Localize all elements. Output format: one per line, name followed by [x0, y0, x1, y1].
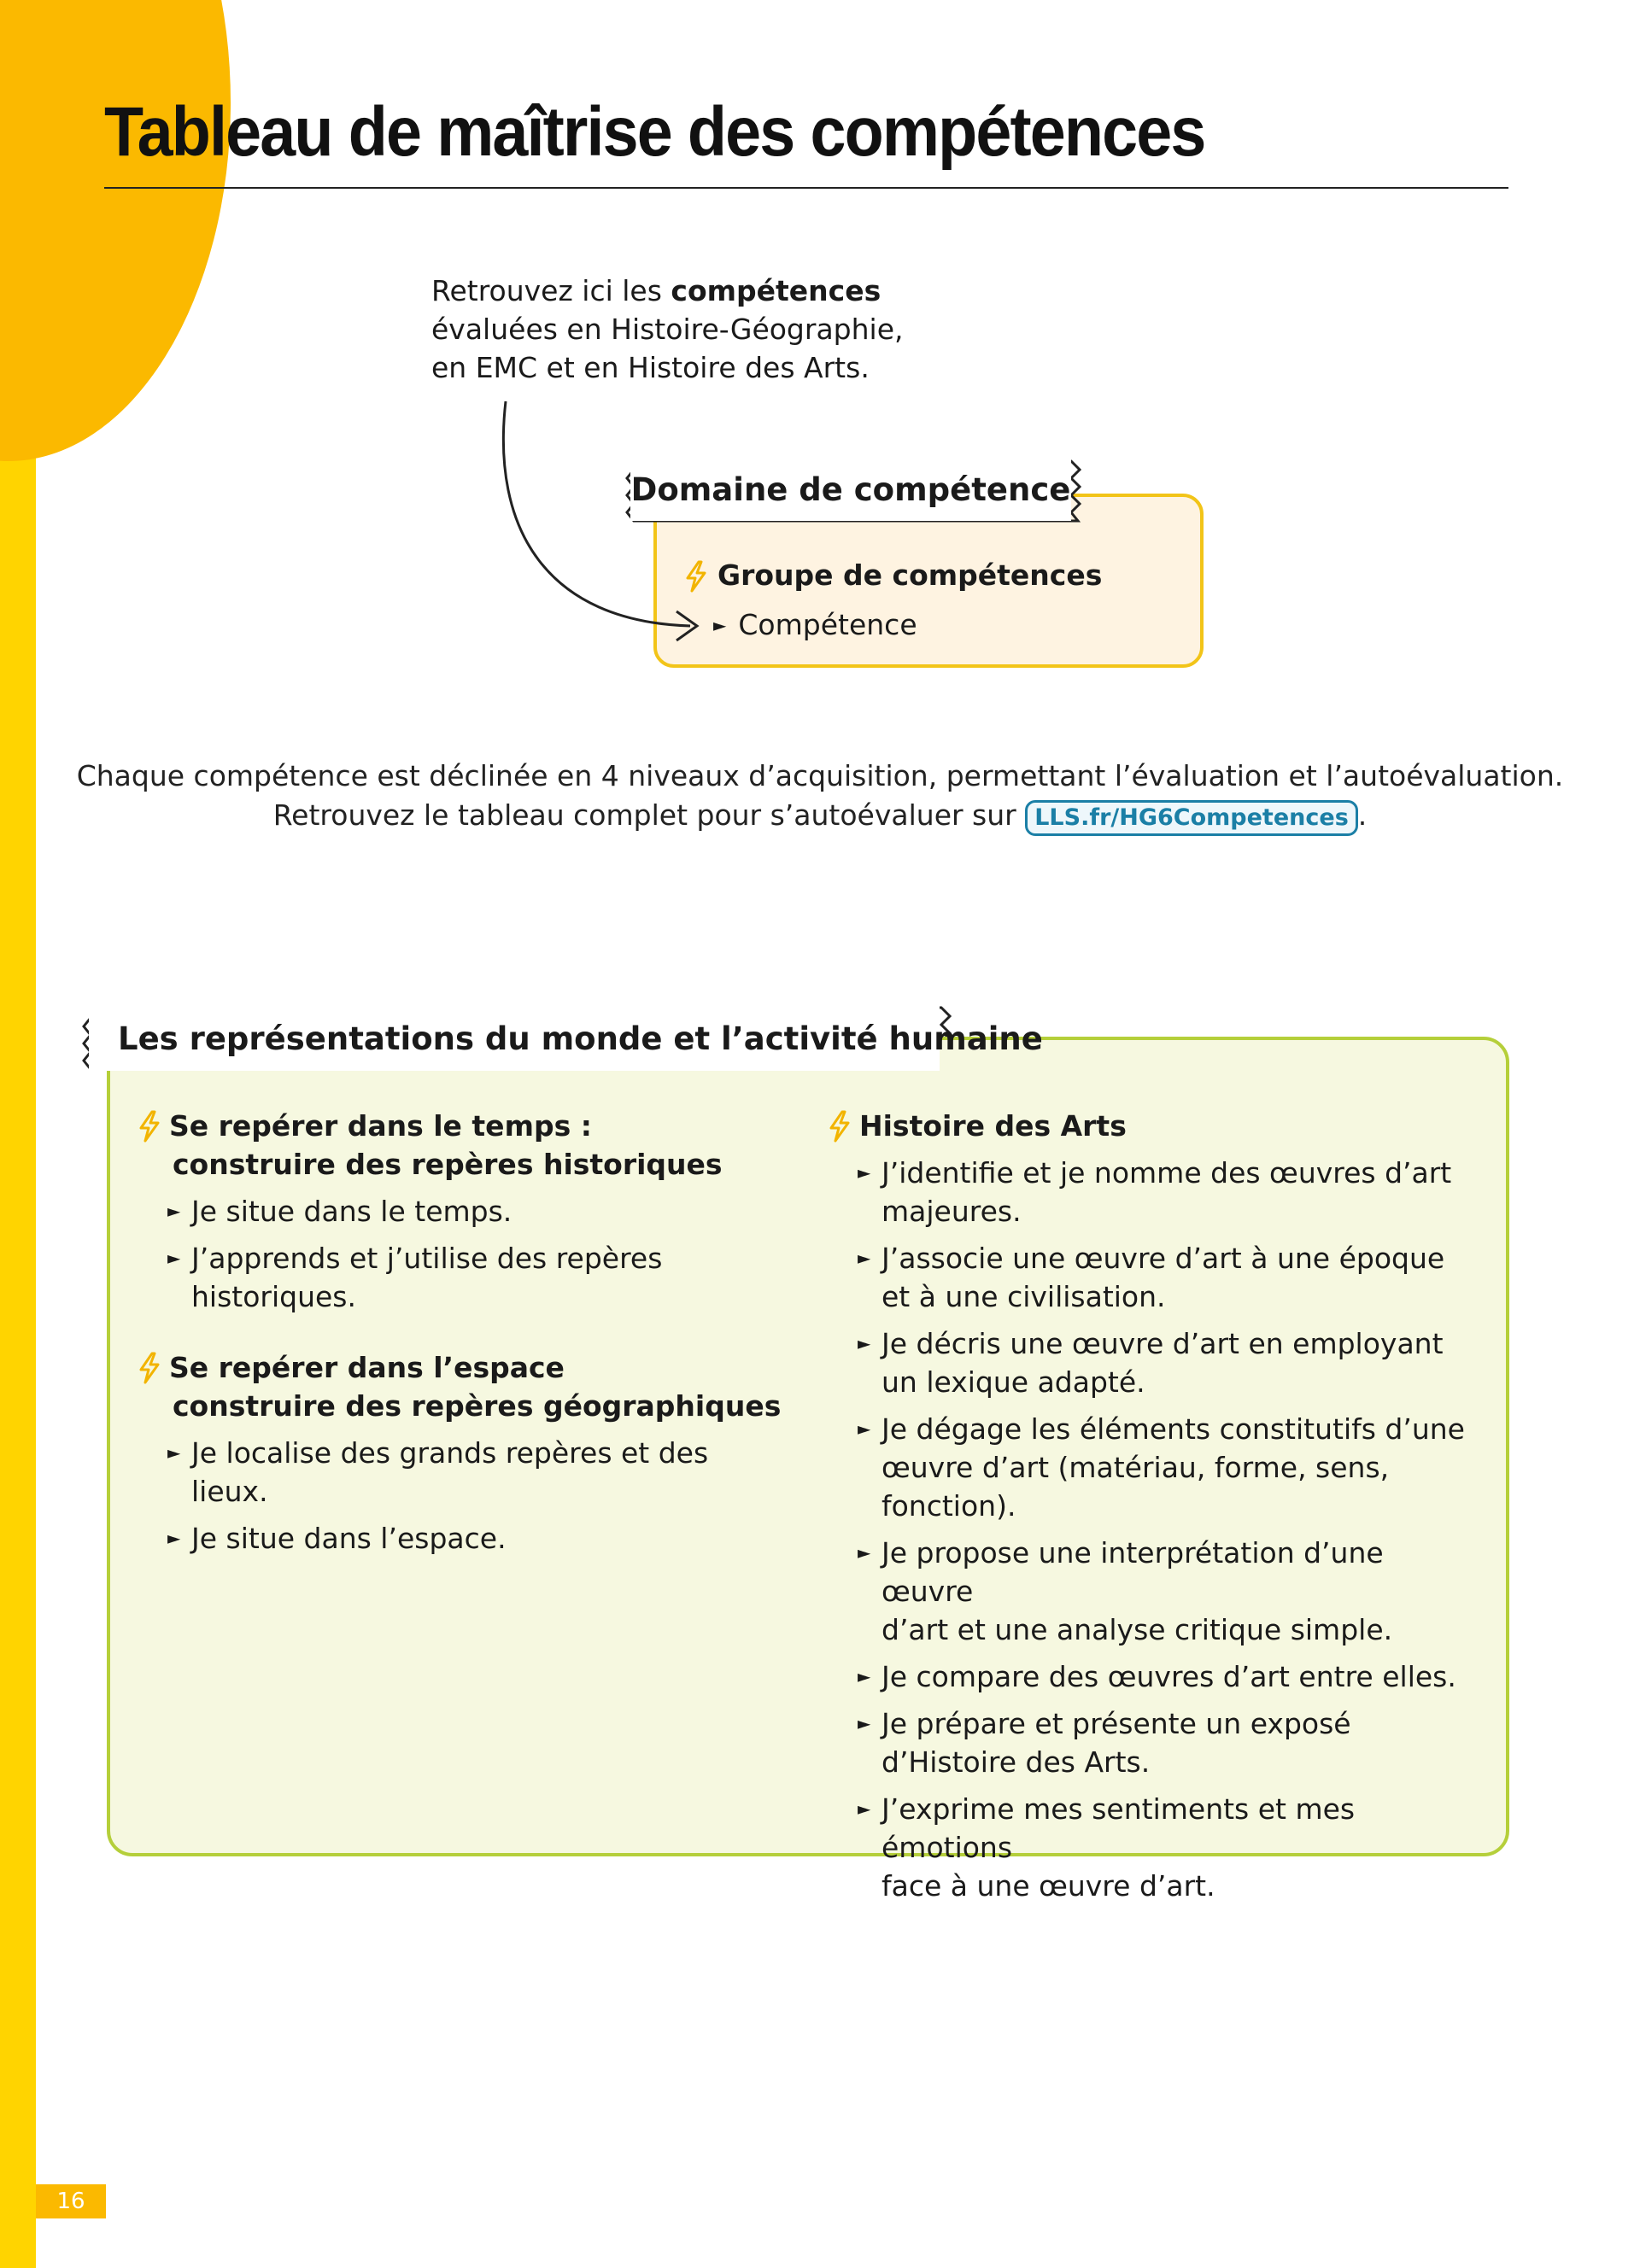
legend-group-label: Groupe de compétences: [683, 557, 1102, 593]
competence-item: ► Je décris une œuvre d’art en employant un lexique adapté.: [827, 1324, 1476, 1401]
domain-title: Les représentations du monde et l’activité humaine: [89, 1006, 940, 1071]
triangle-bullet-icon: ►: [713, 614, 727, 635]
competence-item: ► J’exprime mes sentiments et mes émotions face à une œuvre d’art.: [827, 1790, 1476, 1905]
competence-item: ► Je localise des grands repères et des lieux.: [137, 1434, 786, 1511]
intro-line-2: évaluées en Histoire-Géographie,: [431, 313, 904, 346]
right-column: [827, 1107, 1476, 1914]
competence-item: ► J’apprends et j’utilise des repères historiques.: [137, 1239, 786, 1316]
intro-bold-word: compétences: [671, 274, 882, 307]
left-column: [137, 1107, 786, 1566]
intro-line-3: en EMC et en Histoire des Arts.: [431, 351, 870, 384]
legend-domain-banner: Domaine de compétence: [630, 458, 1071, 521]
competence-item: ► J’identifie et je nomme des œuvres d’art majeures.: [827, 1154, 1476, 1230]
group-title-histoire-des-arts: Histoire des Arts: [827, 1107, 1476, 1145]
competence-item: ► Je dégage les éléments constitutifs d’une œuvre d’art (matériau, forme, sens, fonction).: [827, 1410, 1476, 1525]
competence-item: ► Je situe dans le temps.: [137, 1192, 786, 1230]
group-title-espace: Se repérer dans l’espace construire des repères géographiques: [137, 1348, 786, 1425]
lightning-icon: [827, 1110, 852, 1143]
competence-item: ► Je prépare et présente un exposé d’Histoire des Arts.: [827, 1704, 1476, 1781]
levels-line-2: Retrouvez le tableau complet pour s’autoévaluer sur LLS.fr/HG6Competences .: [0, 796, 1640, 836]
competence-item: ► Je situe dans l’espace.: [137, 1519, 786, 1558]
legend-competence-label: ► Compétence: [713, 608, 917, 641]
lightning-icon: [683, 560, 709, 593]
levels-line-1: Chaque compétence est déclinée en 4 niveaux d’acquisition, permettant l’évaluation et l’autoévaluation.: [76, 759, 1564, 792]
group-title-temps: Se repérer dans le temps : construire des repères historiques: [137, 1107, 786, 1184]
competence-item: ► Je propose une interprétation d’une œuvre d’art et une analyse critique simple.: [827, 1534, 1476, 1649]
page-number: 16: [36, 2184, 106, 2218]
competence-item: ► J’associe une œuvre d’art à une époque et à une civilisation.: [827, 1239, 1476, 1316]
competence-list-espace: [137, 1434, 786, 1558]
levels-text: [0, 757, 1640, 836]
lightning-icon: [137, 1352, 162, 1384]
lls-competences-link[interactable]: LLS.fr/HG6Competences: [1025, 800, 1358, 836]
intro-line-1: Retrouvez ici les compétences: [431, 274, 882, 307]
competence-list-arts: [827, 1154, 1476, 1905]
competence-list-temps: [137, 1192, 786, 1316]
competence-item: ► Je compare des œuvres d’art entre elles.: [827, 1657, 1476, 1696]
page-title: Tableau de maîtrise des compétences: [104, 93, 1205, 171]
lightning-icon: [137, 1110, 162, 1143]
